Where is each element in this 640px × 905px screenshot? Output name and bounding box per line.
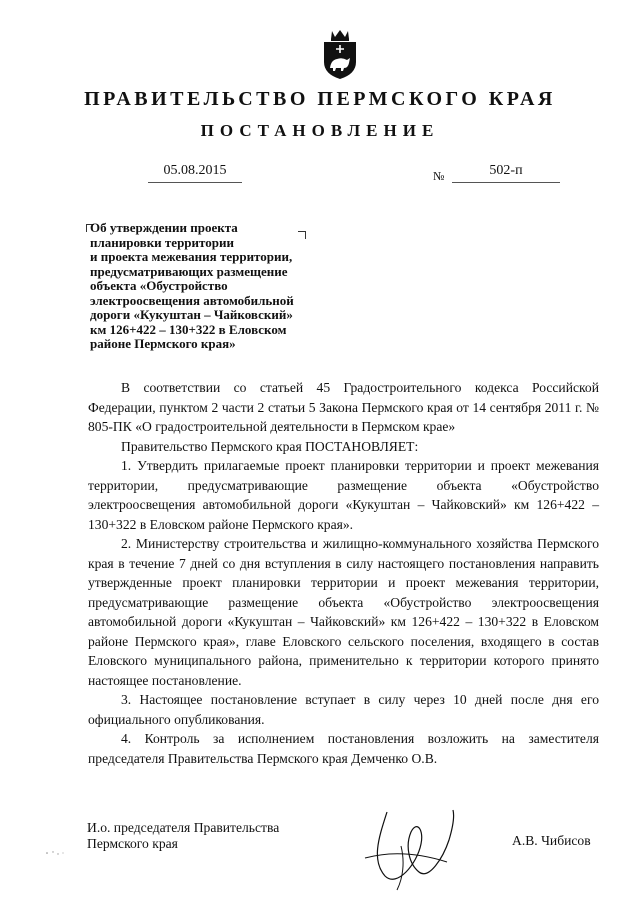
signer-name: А.В. Чибисов — [512, 833, 591, 848]
subject-line: дороги «Кукуштан – Чайковский» — [90, 307, 293, 322]
signer-position-line: Пермского края — [87, 836, 178, 851]
signer-position — [87, 820, 279, 852]
body-paragraph: 2. Министерству строительства и жилищно-коммунального хозяйства Пермского края в течение 7 дней со дня вступления в силу настоящего постановления направить утвержденные проект планировки территории и проект межевания территории, предусматривающие размещение объекта «Обустройство электроосвещения автомобильной дороги «Кукуштан – Чайковский» км 126+422 – 130+322 в Еловском районе Пермского края», главе Еловского сельского поселения, входящего в состав Еловского муниципального района, применительно к территории которого принято настоящее постановление. — [88, 536, 599, 688]
document-body — [88, 378, 599, 768]
body-paragraph: 3. Настоящее постановление вступает в силу через 10 дней после дня его официального опубликования. — [88, 692, 599, 727]
handwritten-signature-icon — [357, 802, 462, 892]
subject-line: км 126+422 – 130+322 в Еловском — [90, 321, 287, 337]
subject-line: планировки территории — [90, 234, 234, 250]
document-number: 502-п — [452, 163, 560, 183]
subject-line: Об утверждении проекта — [90, 220, 238, 235]
government-title: ПРАВИТЕЛЬСТВО ПЕРМСКОГО КРАЯ — [84, 88, 556, 110]
subject-line: электроосвещения автомобильной — [90, 292, 294, 308]
body-paragraph: 1. Утвердить прилагаемые проект планировки территории и проект межевания территории, предусматривающие размещение объекта «Обустройство электроосвещения автомобильной дороги «Кукуштан – Чайковский» км 126+422 – 130+322 в Еловском районе Пермского края». — [88, 458, 599, 532]
subject-line: предусматривающих размещение — [90, 263, 288, 279]
signer-position-line: И.о. председателя Правительства — [87, 820, 280, 835]
subject-line: объекта «Обустройство — [90, 278, 228, 293]
number-label: № — [433, 169, 445, 183]
scan-noise-mark — [44, 848, 66, 858]
document-type: ПОСТАНОВЛЕНИЕ — [200, 121, 440, 140]
document-subject — [90, 221, 340, 352]
body-paragraph: 4. Контроль за исполнением постановления возложить на заместителя председателя Правительства Пермского края Демченко О.В. — [88, 731, 599, 766]
body-paragraph: Правительство Пермского края ПОСТАНОВЛЯЕТ: — [121, 438, 419, 454]
body-paragraph: В соответствии со статьей 45 Градостроительного кодекса Российской Федерации, пунктом 2 части 2 статьи 5 Закона Пермского края от 14 сентября 2011 г. № 805-ПК «О градостроительной деятельности в Пермском крае» — [88, 380, 599, 434]
subject-line: и проекта межевания территории, — [90, 249, 293, 264]
document-date: 05.08.2015 — [148, 163, 242, 183]
subject-line: районе Пермского края» — [90, 336, 236, 351]
perm-krai-coat-of-arms-icon — [322, 28, 358, 80]
